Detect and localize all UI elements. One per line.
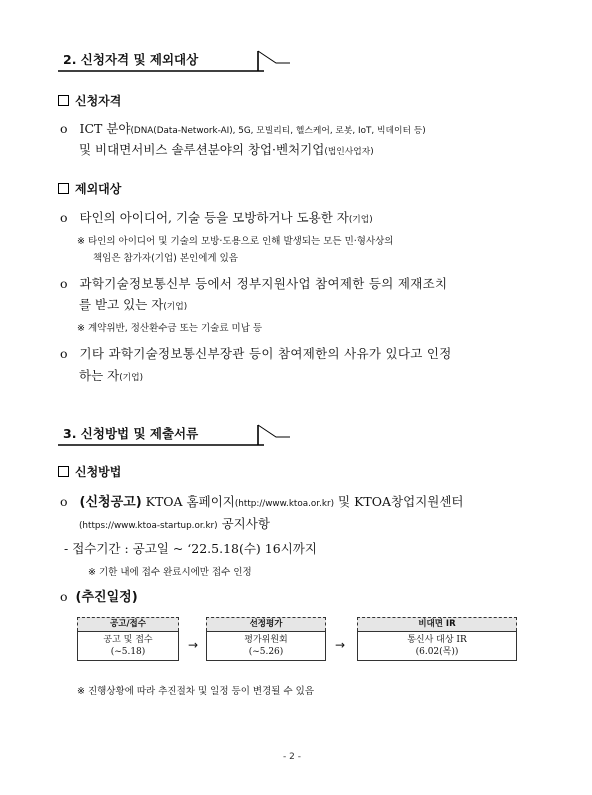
application-period-note: ※ 기한 내에 접수 완료시에만 접수 인정 (88, 567, 252, 578)
schedule-step-2 (206, 617, 326, 661)
exclusion-item-1: o 타인의 아이디어, 기술 등을 모방하거나 도용한 자(기업) (60, 210, 373, 225)
arrow-right-icon: → (335, 638, 346, 652)
method-heading: 신청방법 (58, 463, 121, 480)
schedule-final-note: ※ 진행상황에 따라 추진절차 및 일정 등이 변경될 수 있음 (77, 686, 315, 697)
exclusion-item-3-line-2: 하는 자(기업) (79, 368, 144, 383)
exclusion-item-2-line-2: 를 받고 있는 자(기업) (79, 297, 188, 312)
step-body: 공고 및 접수 (~5.18) (77, 631, 179, 661)
section-3-header-line (58, 417, 290, 447)
eligibility-heading: 신청자격 (58, 92, 121, 109)
step-head: 선정평가 (206, 617, 326, 631)
square-bullet-icon (58, 183, 69, 194)
schedule-step-1 (77, 617, 179, 661)
page-number: - 2 - (283, 752, 301, 762)
exclusion-item-2-note: ※ 계약위반, 정산환수금 또는 기술료 미납 등 (77, 323, 263, 334)
arrow-right-icon: → (188, 638, 199, 652)
notice-line-2: (https://www.ktoa-startup.or.kr) 공지사항 (79, 516, 270, 531)
square-bullet-icon (58, 466, 69, 477)
bullet: o (60, 121, 68, 136)
schedule-step-3 (357, 617, 517, 661)
step-body: 통신사 대상 IR (6.02(목)) (357, 631, 517, 661)
section-2-header-line (58, 43, 290, 73)
exclusion-heading: 제외대상 (58, 180, 121, 197)
step-head: 공고/접수 (77, 617, 179, 631)
section-3-title: 3. 신청방법 및 제출서류 (63, 426, 199, 441)
schedule-heading: o (추진일정) (60, 589, 138, 605)
square-bullet-icon (58, 95, 69, 106)
notice-line-1: o (신청공고) KTOA 홈페이지(http://www.ktoa.or.kr) 및 KTOA창업지원센터 (60, 494, 464, 510)
section-2-title: 2. 신청자격 및 제외대상 (63, 52, 199, 67)
step-body: 평가위원회 (~5.26) (206, 631, 326, 661)
exclusion-item-1-note-1: ※ 타인의 아이디어 및 기술의 모방·도용으로 인해 발생되는 모든 민·형사상의 (77, 236, 394, 247)
eligibility-line-1: o ICT 분야(DNA(Data-Network-AI), 5G, 모빌리티, 헬스케어, 로봇, IoT, 빅데이터 등) (60, 121, 426, 136)
step-head: 비대면 IR (357, 617, 517, 631)
exclusion-item-3-line-1: o 기타 과학기술정보통신부장관 등이 참여제한의 사유가 있다고 인정 (60, 346, 452, 361)
eligibility-line-2: 및 비대면서비스 솔루션분야의 창업·벤처기업(법인사업자) (79, 142, 374, 157)
application-period: - 접수기간 : 공고일 ~ ‘22.5.18(수) 16시까지 (64, 541, 317, 556)
exclusion-item-1-note-2: 책임은 참가자(기업) 본인에게 있음 (93, 253, 238, 264)
exclusion-item-2-line-1: o 과학기술정보통신부 등에서 정부지원사업 참여제한 등의 제재조치 (60, 276, 448, 291)
